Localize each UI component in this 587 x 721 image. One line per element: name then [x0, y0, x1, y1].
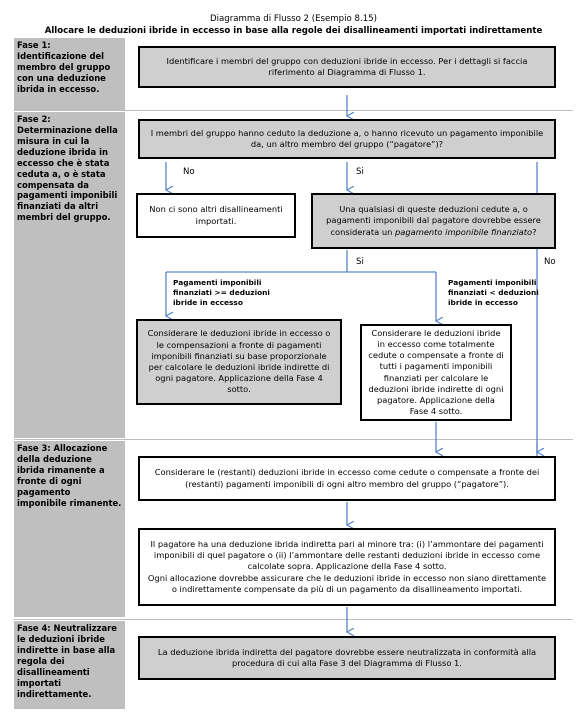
- total-allocation-text: Considerare le deduzioni ibride in eccesso come totalmente cedute o compensate a fronte di tutti i pagamenti imponibili finanziati per calcolare le deduzioni ibride indirette di ogni pagatore. Applicazione della Fase 4 sotto.: [368, 327, 504, 417]
- phase-4-label: Fase 4: Neutralizzare le deduzioni ibride indirette in base alla regola dei disallineamenti importati indirettamente.: [14, 621, 125, 709]
- identify-members-box: [138, 46, 556, 88]
- diagram-subtitle: Allocare le deduzioni ibride in eccesso in base alla regole dei disallineamenti importati indirettamente: [44, 26, 543, 36]
- remaining-allocation-text: Considerare le (restanti) deduzioni ibride in eccesso come cedute o compensate a fronte dei (restanti) pagamenti imponibili di ogni altro membro del gruppo (“pagatore”).: [154, 467, 540, 489]
- financed-question-box: [311, 193, 556, 249]
- diagram-title: Diagramma di Flusso 2 (Esempio 8.15): [210, 14, 377, 24]
- allocation-note-text: Ogni allocazione dovrebbe assicurare che le deduzioni ibride in eccesso non siano direttamente o indirettamente compensate da più di un pagamento da disallineamento importati.: [147, 572, 547, 594]
- neutralize-text: La deduzione ibrida indiretta del pagatore dovrebbe essere neutralizzata in conformità alla procedura di cui alla Fase 3 del Diagramma di Flusso 1.: [157, 646, 537, 668]
- yes-label: Si: [356, 257, 364, 267]
- lt-condition-label: Pagamenti imponibili finanziati < deduzioni ibride in eccesso: [448, 278, 539, 307]
- indirect-deduction-text: Il pagatore ha una deduzione ibrida indiretta pari al minore tra: (i) l’ammontare dei pagamenti imponibili di quel pagatore o (ii) l’ammontare delle restanti deduzioni ibride in eccesso come calcolate sopra. Applicazione della Fase 4 sotto.: [150, 539, 544, 572]
- no-label: No: [183, 167, 195, 177]
- proportional-allocation-box: [136, 319, 342, 405]
- identify-members-text: Identificare i membri del gruppo con deduzioni ibride in eccesso. Per i dettagli si faccia riferimento al Diagramma di Flusso 1.: [166, 55, 528, 77]
- indirect-deduction-box: [138, 528, 556, 606]
- no-label: No: [544, 257, 556, 267]
- ceded-question-box: [138, 119, 556, 159]
- phase-3-label: Fase 3: Allocazione della deduzione ibrida rimanente a fronte di ogni pagamento imponibile rimanente.: [14, 441, 125, 617]
- ceded-question-text: I membri del gruppo hanno ceduto la deduzione a, o hanno ricevuto un pagamento imponibile da, un altro membro del gruppo (“pagatore”)?: [150, 127, 544, 149]
- no-other-mismatch-box: [136, 193, 296, 238]
- no-other-mismatch-text: Non ci sono altri disallineamenti importati.: [149, 204, 283, 226]
- phase-2-label: Fase 2: Determinazione della misura in cui la deduzione ibrida in eccesso che è stata ceduta a, o è stata compensata da pagamenti imponibili finanziati da altri membri del gruppo.: [14, 112, 125, 438]
- financed-question-text: Una qualsiasi di queste deduzioni cedute a, o pagamenti imponibili dal pagatore dovrebbe essere considerata un pagamento imponibile finanziato?: [326, 204, 541, 237]
- remaining-allocation-box: [138, 456, 556, 501]
- phase-1-label: Fase 1: Identificazione del membro del gruppo con una deduzione ibrida in eccesso.: [14, 38, 125, 110]
- total-allocation-box: [360, 324, 512, 421]
- yes-label: Si: [356, 167, 364, 177]
- neutralize-box: [138, 636, 556, 680]
- geq-condition-label: Pagamenti imponibili finanziati >= deduzioni ibride in eccesso: [173, 278, 270, 307]
- proportional-allocation-text: Considerare le deduzioni ibride in eccesso o le compensazioni a fronte di pagamenti imponibili finanziati su base proporzionale per calcolare le deduzioni ibride indirette di ogni pagatore. Applicazione della Fase 4 sotto.: [147, 328, 331, 395]
